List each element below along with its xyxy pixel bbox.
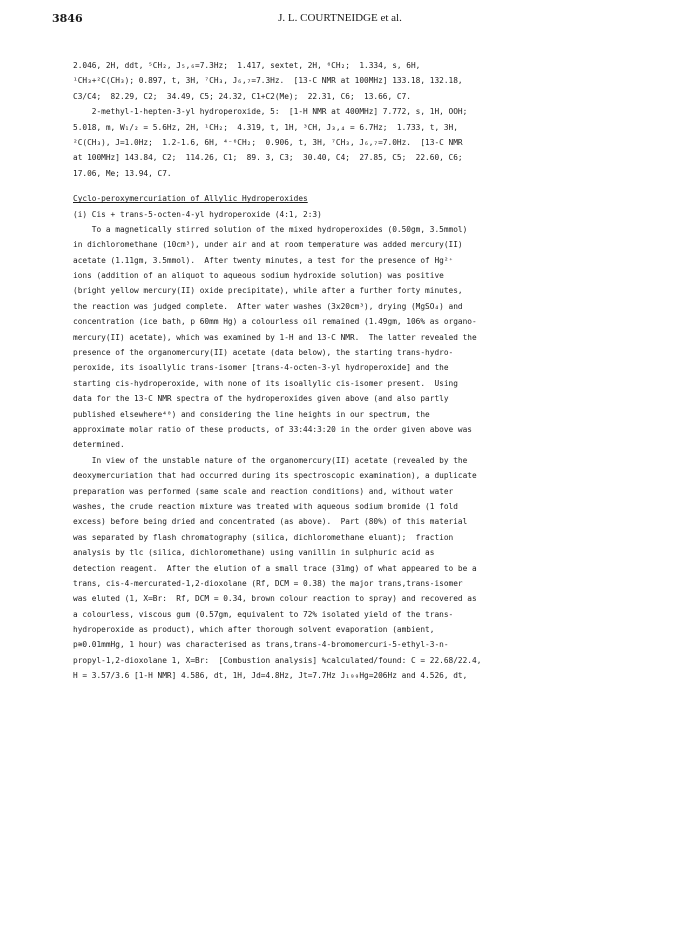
- text-line: at 100MHz] 143.84, C2; 114.26, C1; 89. 3, C3; 30.40, C4; 27.85, C5; 22.60, C6;: [73, 153, 463, 163]
- text-line: mercury(II) acetate), which was examined by 1-H and 13-C NMR. The latter revealed the: [73, 332, 477, 342]
- text-line: excess) before being dried and concentrated (as above). Part (80%) of this material: [73, 517, 468, 527]
- text-line: propyl-1,2-dioxolane 1, X=Br: [Combustion analysis] %calculated/found: C = 22.68/22.4,: [73, 655, 482, 665]
- text-line: detection reagent. After the elution of a small trace (31mg) of what appeared to be a: [73, 563, 477, 573]
- running-head: J. L. COURTNEIDGE et al.: [278, 12, 402, 24]
- text-line: hydroperoxide as product), which after thorough solvent evaporation (ambient,: [73, 625, 435, 635]
- text-line: the reaction was judged complete. After water washes (3x20cm³), drying (MgSO₄) and: [73, 301, 463, 311]
- page-number: 3846: [52, 12, 83, 25]
- text-line: 5.018, m, W₁/₂ = 5.6Hz, 2H, ¹CH₂; 4.319, t, 1H, ³CH, J₃,₄ = 6.7Hz; 1.733, t, 3H,: [73, 122, 458, 132]
- text-line: in dichloromethane (10cm³), under air and at room temperature was added mercury(II): [73, 240, 463, 250]
- text-line: was eluted (1, X=Br: Rf, DCM = 0.34, brown colour reaction to spray) and recovered as: [73, 594, 477, 604]
- compound-heading-line: 2-methyl-1-hepten-3-yl hydroperoxide, 5: [1-H NMR at 400MHz] 7.772, s, 1H, OOH;: [73, 107, 468, 117]
- text-line: In view of the unstable nature of the organomercury(II) acetate (revealed by the: [73, 455, 468, 465]
- text-line: 17.06, Me; 13.94, C7.: [73, 168, 172, 178]
- text-line: preparation was performed (same scale and reaction conditions) and, without water: [73, 486, 454, 496]
- text-line: acetate (1.11gm, 3.5mmol). After twenty minutes, a test for the presence of Hg²⁺: [73, 255, 454, 265]
- text-line: data for the 13-C NMR spectra of the hydroperoxides given above (and also partly: [73, 394, 449, 404]
- text-line: starting cis-hydroperoxide, with none of its isoallylic cis-isomer present. Using: [73, 378, 458, 388]
- text-line: approximate molar ratio of these products, of 33:44:3:20 in the order given above was: [73, 424, 473, 434]
- text-line: H = 3.57/3.6 [1-H NMR] 4.586, dt, 1H, Jd=4.8Hz, Jt=7.7Hz J₁₉₉Hg=206Hz and 4.526, dt,: [73, 671, 468, 681]
- text-line: a colourless, viscous gum (0.57gm, equivalent to 72% isolated yield of the trans-: [73, 609, 454, 619]
- text-line: was separated by flash chromatography (silica, dichloromethane eluant); fraction: [73, 532, 454, 542]
- page-header: [0, 12, 680, 30]
- text-line: peroxide, its isoallylic trans-isomer [trans-4-octen-3-yl hydroperoxide] and the: [73, 363, 449, 373]
- text-line: ions (addition of an aliquot to aqueous sodium hydroxide solution) was positive: [73, 271, 444, 281]
- text-line: concentration (ice bath, p 60mm Hg) a colourless oil remained (1.49gm, 106% as organo-: [73, 317, 477, 327]
- paragraph-gap: [73, 181, 613, 191]
- text-line: determined.: [73, 440, 125, 450]
- text-line: analysis by tlc (silica, dichloromethane) using vanillin in sulphuric acid as: [73, 548, 435, 558]
- section-heading: Cyclo-peroxymercuriation of Allylic Hydroperoxides: [73, 194, 308, 204]
- text-line: 2.046, 2H, ddt, ⁵CH₂, J₅,₆=7.3Hz; 1.417, sextet, 2H, ⁶CH₂; 1.334, s, 6H,: [73, 61, 421, 70]
- subsection-heading: (i) Cis + trans-5-octen-4-yl hydroperoxide (4:1, 2:3): [73, 209, 322, 219]
- text-line: p≅0.01mmHg, 1 hour) was characterised as trans,trans-4-bromomercuri-5-ethyl-3-n-: [73, 640, 449, 650]
- text-line: To a magnetically stirred solution of the mixed hydroperoxides (0.50gm, 3.5mmol): [73, 224, 468, 234]
- text-line: ²C(CH₃), J=1.0Hz; 1.2-1.6, 6H, ⁴⁻⁶CH₂; 0.906, t, 3H, ⁷CH₃, J₆,₇=7.0Hz. [13-C NMR: [73, 137, 463, 147]
- text-line: trans, cis-4-mercurated-1,2-dioxolane (Rf, DCM = 0.38) the major trans,trans-isomer: [73, 578, 463, 588]
- text-line: published elsewhere⁴⁰) and considering the line heights in our spectrum, the: [73, 409, 430, 419]
- text-line: ¹CH₃+²C(CH₃); 0.897, t, 3H, ⁷CH₃, J₆,₇=7.3Hz. [13-C NMR at 100MHz] 133.18, 132.18,: [73, 76, 463, 86]
- text-line: (bright yellow mercury(II) oxide precipitate), while after a further forty minutes,: [73, 286, 463, 296]
- text-line: C3/C4; 82.29, C2; 34.49, C5; 24.32, C1+C2(Me); 22.31, C6; 13.66, C7.: [73, 91, 411, 101]
- text-line: presence of the organomercury(II) acetate (data below), the starting trans-hydro-: [73, 348, 454, 358]
- article-body: [73, 58, 613, 684]
- text-line: washes, the crude reaction mixture was treated with aqueous sodium bromide (1 fold: [73, 501, 458, 511]
- text-line: deoxymercuriation that had occurred during its spectroscopic examination), a duplicate: [73, 471, 477, 481]
